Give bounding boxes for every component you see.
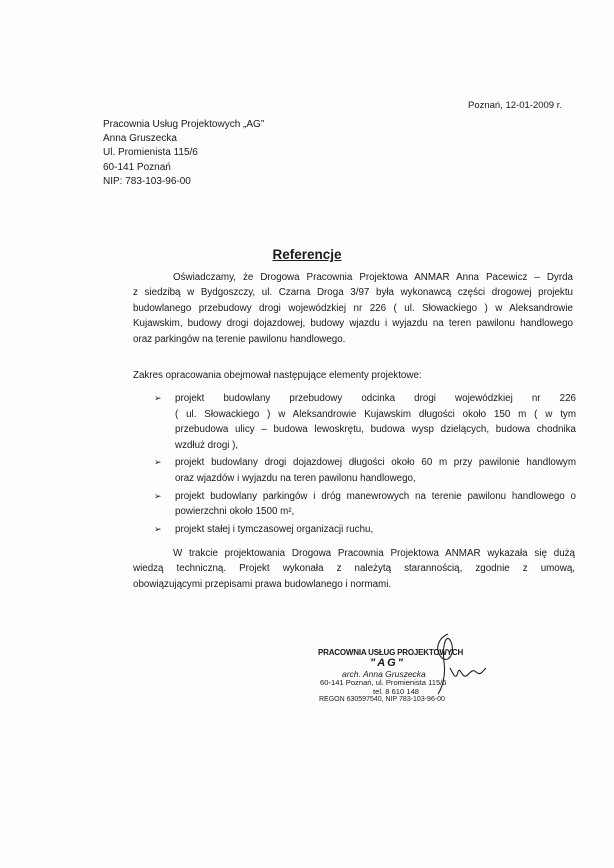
paragraph-line: obowiązującymi przepisami prawa budowlanego i normami. [133, 578, 392, 590]
list-item-line: powierzchni około 1500 m², [175, 506, 295, 518]
list-item-line: projekt stałej i tymczasowej organizacji ruchu, [175, 523, 374, 535]
paragraph-line: wiedzą techniczną. Projekt wykonała z należytą starannością, zgodnie z umową, [133, 563, 575, 575]
list-item-line: wzdłuż drogi ), [175, 439, 239, 451]
paragraph-line: z siedzibą w Bydgoszczy, ul. Czarna Droga 3/97 była wykonawcą części drogowej projektu [133, 287, 573, 299]
paragraph-line: budowlanego przebudowy drogi wojewódzkiej nr 226 ( ul. Słowackiego ) w Aleksandrowie [133, 302, 573, 314]
list-item-line: projekt budowlany przebudowy odcinka drogi wojewódzkiej nr 226 [175, 393, 576, 404]
scope-list [154, 391, 576, 539]
list-item-line: przebudowa ulicy – budowa lewoskrętu, budowa wysp dzielących, budowa chodnika [175, 424, 576, 436]
list-item [154, 489, 576, 520]
stamp-line: PRACOWNIA USŁUG PROJEKTOWYCH [318, 648, 464, 657]
paragraph-line: Oświadczamy, że Drogowa Pracownia Projektowa ANMAR Anna Pacewicz – Dyrda [173, 272, 573, 283]
scope-intro: Zakres opracowania obejmował następujące elementy projektowe: [133, 370, 422, 381]
paragraph-line: Kujawskim, budowy drogi dojazdowej, budowy wjazdu i wyjazdu na teren pawilonu handlowego [133, 318, 573, 330]
list-item-line: projekt budowlany parkingów i dróg manewrowych na terenie pawilonu handlowego o [175, 490, 576, 502]
list-item [154, 522, 576, 538]
stamp-line: arch. Anna Gruszecka [342, 669, 426, 679]
bullet-arrow-icon: ➢ [154, 490, 162, 501]
list-item [154, 391, 576, 453]
sender-address-block [103, 118, 264, 189]
list-item-line: ( ul. Słowackiego ) w Aleksandrowie Kujawskim długości około 150 m ( w tym [175, 408, 576, 420]
stamp-line: 60-141 Poznań, ul. Promienista 115/6 [320, 678, 447, 687]
bullet-arrow-icon: ➢ [154, 457, 162, 468]
list-item [154, 455, 576, 486]
stamp-line: REGON 630597540, NIP 783-103-96-00 [319, 696, 445, 703]
closing-paragraph [133, 546, 575, 592]
intro-paragraph [133, 270, 573, 347]
paragraph-line: oraz parkingów na terenie pawilonu handlowego. [133, 333, 346, 345]
list-item-line: projekt budowlany drogi dojazdowej długości około 60 m przy pawilonie handlowym [175, 457, 576, 469]
paragraph-line: W trakcie projektowania Drogowa Pracownia Projektowa ANMAR wykazała się dużą [173, 548, 575, 559]
sender-street: Ul. Promienista 115/6 [103, 147, 198, 159]
sender-nip: NIP: 783-103-96-00 [103, 175, 191, 187]
bullet-arrow-icon: ➢ [154, 523, 162, 534]
sender-name: Anna Gruszecka [103, 133, 177, 145]
document-title: Referencje [272, 247, 342, 262]
letter-date: Poznań, 12-01-2009 r. [467, 100, 562, 111]
handwritten-signature [420, 628, 490, 698]
stamp-line: tel. 8 610 148 [373, 687, 420, 696]
sender-city: 60-141 Poznań [103, 161, 171, 173]
stamp-line: "AG" [370, 657, 405, 669]
sender-company: Pracownia Usług Projektowych „AG” [103, 119, 265, 130]
bullet-arrow-icon: ➢ [154, 393, 162, 403]
list-item-line: oraz wjazdów i wyjazdu na teren pawilonu handlowego, [175, 472, 416, 484]
